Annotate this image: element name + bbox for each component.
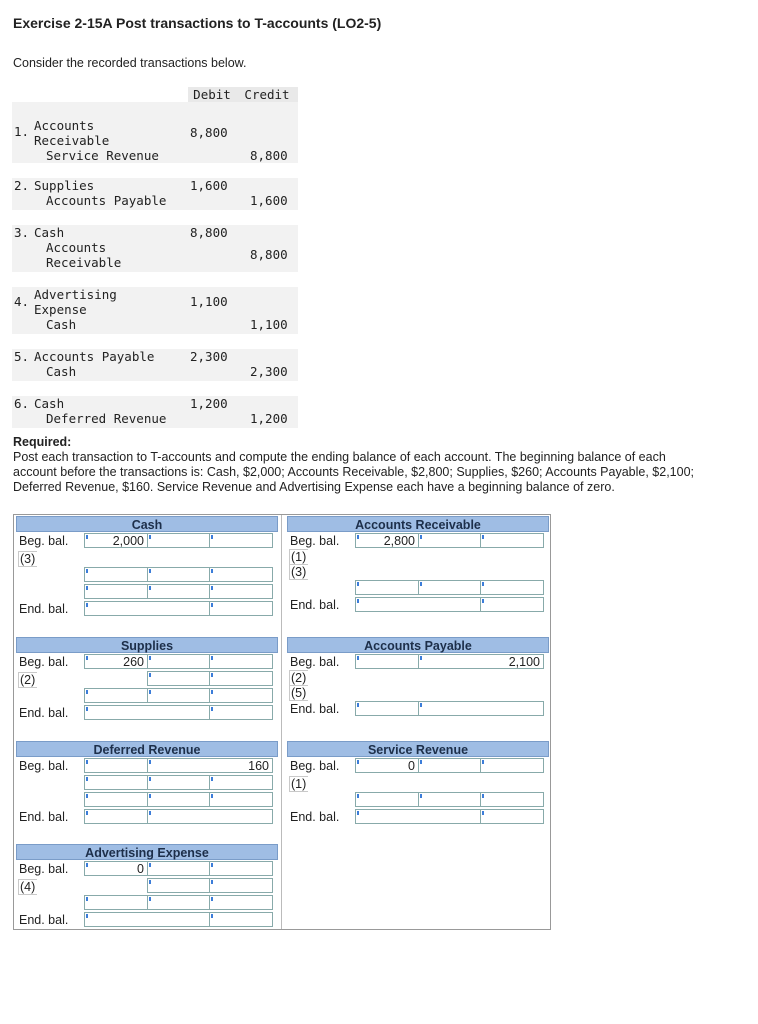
beg-bal-label: Beg. bal.	[19, 655, 69, 669]
entry-number: 3.	[14, 225, 30, 240]
entry-number: 5.	[14, 349, 30, 364]
entry-row	[287, 791, 549, 808]
debit-header: Debit	[188, 87, 236, 102]
beg-bal-label: Beg. bal.	[19, 759, 69, 773]
exercise-title: Exercise 2-15A Post transactions to T-accounts (LO2-5)	[13, 15, 382, 31]
credit-input[interactable]	[147, 792, 210, 807]
ref-label[interactable]: (5)	[291, 686, 307, 700]
beg-bal-label: Beg. bal.	[290, 759, 340, 773]
credit-account: Deferred Revenue	[46, 411, 167, 426]
t-account-accounts-receivable	[287, 516, 549, 613]
end-bal-row	[287, 596, 549, 613]
credit-input[interactable]	[147, 758, 273, 773]
end-bal-input[interactable]	[355, 597, 481, 612]
amount-input[interactable]	[480, 809, 544, 824]
beg-bal-label: Beg. bal.	[290, 534, 340, 548]
t-account-accounts-payable	[287, 637, 549, 717]
end-bal-label: End. bal.	[19, 810, 69, 824]
end-bal-label: End. bal.	[290, 810, 340, 824]
credit-account: Accounts Receivable	[46, 240, 122, 270]
end-bal-label: End. bal.	[290, 702, 340, 716]
debit-amount: 2,300	[190, 349, 228, 364]
beg-bal-row	[16, 757, 278, 774]
entry-number: 2.	[14, 178, 30, 193]
credit-input[interactable]	[418, 758, 481, 773]
t-account-advertising-expense	[16, 844, 278, 928]
beg-bal-value: 160	[248, 759, 269, 773]
credit-amount: 1,100	[250, 317, 288, 332]
debit-input[interactable]	[84, 654, 148, 669]
journal-entry-6	[12, 396, 298, 428]
entry-row	[287, 579, 549, 596]
end-bal-row	[287, 700, 549, 717]
end-bal-label: End. bal.	[19, 913, 69, 927]
end-bal-label: End. bal.	[290, 598, 340, 612]
debit-account: Cash	[34, 225, 65, 240]
credit-input[interactable]	[147, 878, 210, 893]
debit-input[interactable]	[355, 758, 419, 773]
amount-input[interactable]	[209, 861, 273, 876]
amount-input[interactable]	[209, 912, 273, 927]
amount-input[interactable]	[480, 533, 544, 548]
debit-amount: 8,800	[190, 125, 228, 140]
credit-amount: 2,300	[250, 364, 288, 379]
t-account-title: Accounts Payable	[287, 637, 549, 653]
beg-bal-label: Beg. bal.	[19, 862, 69, 876]
t-account-supplies	[16, 637, 278, 721]
entry-row	[287, 685, 549, 700]
debit-input[interactable]	[84, 688, 148, 703]
end-bal-row	[287, 808, 549, 825]
debit-input[interactable]	[355, 701, 419, 716]
end-bal-label: End. bal.	[19, 706, 69, 720]
debit-input[interactable]	[355, 654, 419, 669]
debit-amount: 1,100	[190, 294, 228, 309]
end-bal-input[interactable]	[418, 701, 544, 716]
ref-label[interactable]: (2)	[20, 673, 36, 687]
credit-input[interactable]	[147, 584, 210, 599]
beg-bal-row	[16, 532, 278, 549]
entry-row	[287, 564, 549, 579]
entry-number: 4.	[14, 294, 30, 309]
credit-amount: 1,200	[250, 411, 288, 426]
journal-entry-1	[12, 102, 298, 163]
credit-account: Cash	[46, 364, 77, 379]
end-bal-input[interactable]	[84, 705, 210, 720]
beg-bal-value: 260	[123, 655, 144, 669]
entry-number: 1.	[14, 124, 30, 139]
amount-input[interactable]	[209, 533, 273, 548]
beg-bal-label: Beg. bal.	[19, 534, 69, 548]
beg-bal-label: Beg. bal.	[290, 655, 340, 669]
ref-label[interactable]: (3)	[291, 565, 307, 579]
ref-label[interactable]: (1)	[291, 550, 307, 564]
amount-input[interactable]	[209, 895, 273, 910]
debit-account: Supplies	[34, 178, 95, 193]
amount-input[interactable]	[480, 580, 544, 595]
debit-input[interactable]	[84, 895, 148, 910]
end-bal-row	[16, 704, 278, 721]
t-accounts-frame	[13, 514, 551, 930]
t-account-title: Advertising Expense	[16, 844, 278, 860]
debit-account: Accounts Payable	[34, 349, 155, 364]
entry-row	[16, 583, 278, 600]
beg-bal-row	[16, 653, 278, 670]
t-account-service-revenue	[287, 741, 549, 825]
credit-input[interactable]	[147, 861, 210, 876]
debit-input[interactable]	[84, 584, 148, 599]
entry-row	[287, 774, 549, 791]
entry-row	[16, 774, 278, 791]
debit-account: Accounts Receivable	[34, 118, 110, 148]
end-bal-input[interactable]	[84, 912, 210, 927]
amount-input[interactable]	[209, 792, 273, 807]
amount-input[interactable]	[209, 654, 273, 669]
credit-input[interactable]	[147, 567, 210, 582]
entry-row	[16, 894, 278, 911]
entry-row	[16, 566, 278, 583]
debit-input[interactable]	[84, 533, 148, 548]
journal-table	[12, 86, 298, 426]
entry-row	[16, 670, 278, 687]
debit-input[interactable]	[84, 775, 148, 790]
entry-row	[16, 791, 278, 808]
credit-header: Credit	[236, 87, 298, 102]
ref-label[interactable]: (2)	[291, 671, 307, 685]
credit-account: Cash	[46, 317, 77, 332]
end-bal-row	[16, 808, 278, 825]
credit-input[interactable]	[418, 580, 481, 595]
credit-input[interactable]	[147, 671, 210, 686]
required-label: Required:	[13, 435, 72, 449]
debit-input[interactable]	[355, 533, 419, 548]
debit-account: Advertising Expense	[34, 287, 117, 317]
debit-account: Cash	[34, 396, 65, 411]
t-account-title: Supplies	[16, 637, 278, 653]
amount-input[interactable]	[209, 775, 273, 790]
end-bal-input[interactable]	[147, 809, 273, 824]
ref-label[interactable]: (4)	[20, 880, 36, 894]
end-bal-row	[16, 600, 278, 617]
intro-text: Consider the recorded transactions below.	[13, 56, 247, 70]
beg-bal-row	[287, 757, 549, 774]
debit-input[interactable]	[84, 861, 148, 876]
journal-entry-4	[12, 287, 298, 334]
debit-input[interactable]	[84, 758, 148, 773]
credit-input[interactable]	[418, 654, 544, 669]
entry-row	[16, 877, 278, 894]
amount-input[interactable]	[209, 671, 273, 686]
credit-input[interactable]	[418, 533, 481, 548]
end-bal-input[interactable]	[84, 601, 210, 616]
journal-entry-2	[12, 178, 298, 210]
debit-input[interactable]	[355, 580, 419, 595]
credit-input[interactable]	[147, 775, 210, 790]
amount-input[interactable]	[480, 792, 544, 807]
beg-bal-row	[287, 532, 549, 549]
amount-input[interactable]	[209, 601, 273, 616]
end-bal-label: End. bal.	[19, 602, 69, 616]
amount-input[interactable]	[209, 584, 273, 599]
debit-amount: 1,200	[190, 396, 228, 411]
t-account-title: Cash	[16, 516, 278, 532]
column-divider	[281, 515, 282, 929]
entry-row	[16, 549, 278, 566]
t-account-title: Service Revenue	[287, 741, 549, 757]
end-bal-input[interactable]	[355, 809, 481, 824]
entry-row	[16, 687, 278, 704]
credit-amount: 8,800	[250, 148, 288, 163]
amount-input[interactable]	[209, 567, 273, 582]
journal-entry-3	[12, 225, 298, 272]
t-account-title: Deferred Revenue	[16, 741, 278, 757]
credit-account: Service Revenue	[46, 148, 159, 163]
beg-bal-value: 2,100	[508, 655, 540, 669]
t-account-deferred-revenue	[16, 741, 278, 825]
entry-number: 6.	[14, 396, 30, 411]
amount-input[interactable]	[480, 597, 544, 612]
debit-amount: 8,800	[190, 225, 228, 240]
debit-input[interactable]	[84, 809, 148, 824]
beg-bal-value: 0	[137, 862, 144, 876]
beg-bal-row	[16, 860, 278, 877]
credit-input[interactable]	[147, 895, 210, 910]
credit-input[interactable]	[147, 533, 210, 548]
credit-amount: 1,600	[250, 193, 288, 208]
beg-bal-value: 0	[408, 759, 415, 773]
end-bal-row	[16, 911, 278, 928]
entry-row	[287, 670, 549, 685]
debit-amount: 1,600	[190, 178, 228, 193]
beg-bal-value: 2,800	[383, 534, 415, 548]
credit-input[interactable]	[418, 792, 481, 807]
ref-label[interactable]: (1)	[291, 777, 307, 791]
credit-input[interactable]	[147, 654, 210, 669]
journal-entry-5	[12, 349, 298, 381]
credit-input[interactable]	[147, 688, 210, 703]
beg-bal-row	[287, 653, 549, 670]
beg-bal-value: 2,000	[112, 534, 144, 548]
amount-input[interactable]	[209, 688, 273, 703]
amount-input[interactable]	[209, 705, 273, 720]
journal-header	[12, 86, 298, 102]
credit-amount: 8,800	[250, 247, 288, 262]
debit-input[interactable]	[84, 567, 148, 582]
debit-input[interactable]	[355, 792, 419, 807]
t-account-title: Accounts Receivable	[287, 516, 549, 532]
entry-row	[287, 549, 549, 564]
ref-label[interactable]: (3)	[20, 552, 36, 566]
required-text: Post each transaction to T-accounts and compute the ending balance of each account. The beginning balance of each account before the transactions is: Cash, $2,000; Accounts Receivable, $2,800; Supplies, $260; Accounts Payable, $2,100; Deferred Revenue, $160. Service Revenue and Advertising Expense each have a beginning balance of zero.	[13, 450, 694, 494]
debit-input[interactable]	[84, 792, 148, 807]
t-account-cash	[16, 516, 278, 617]
amount-input[interactable]	[209, 878, 273, 893]
amount-input[interactable]	[480, 758, 544, 773]
credit-account: Accounts Payable	[46, 193, 167, 208]
